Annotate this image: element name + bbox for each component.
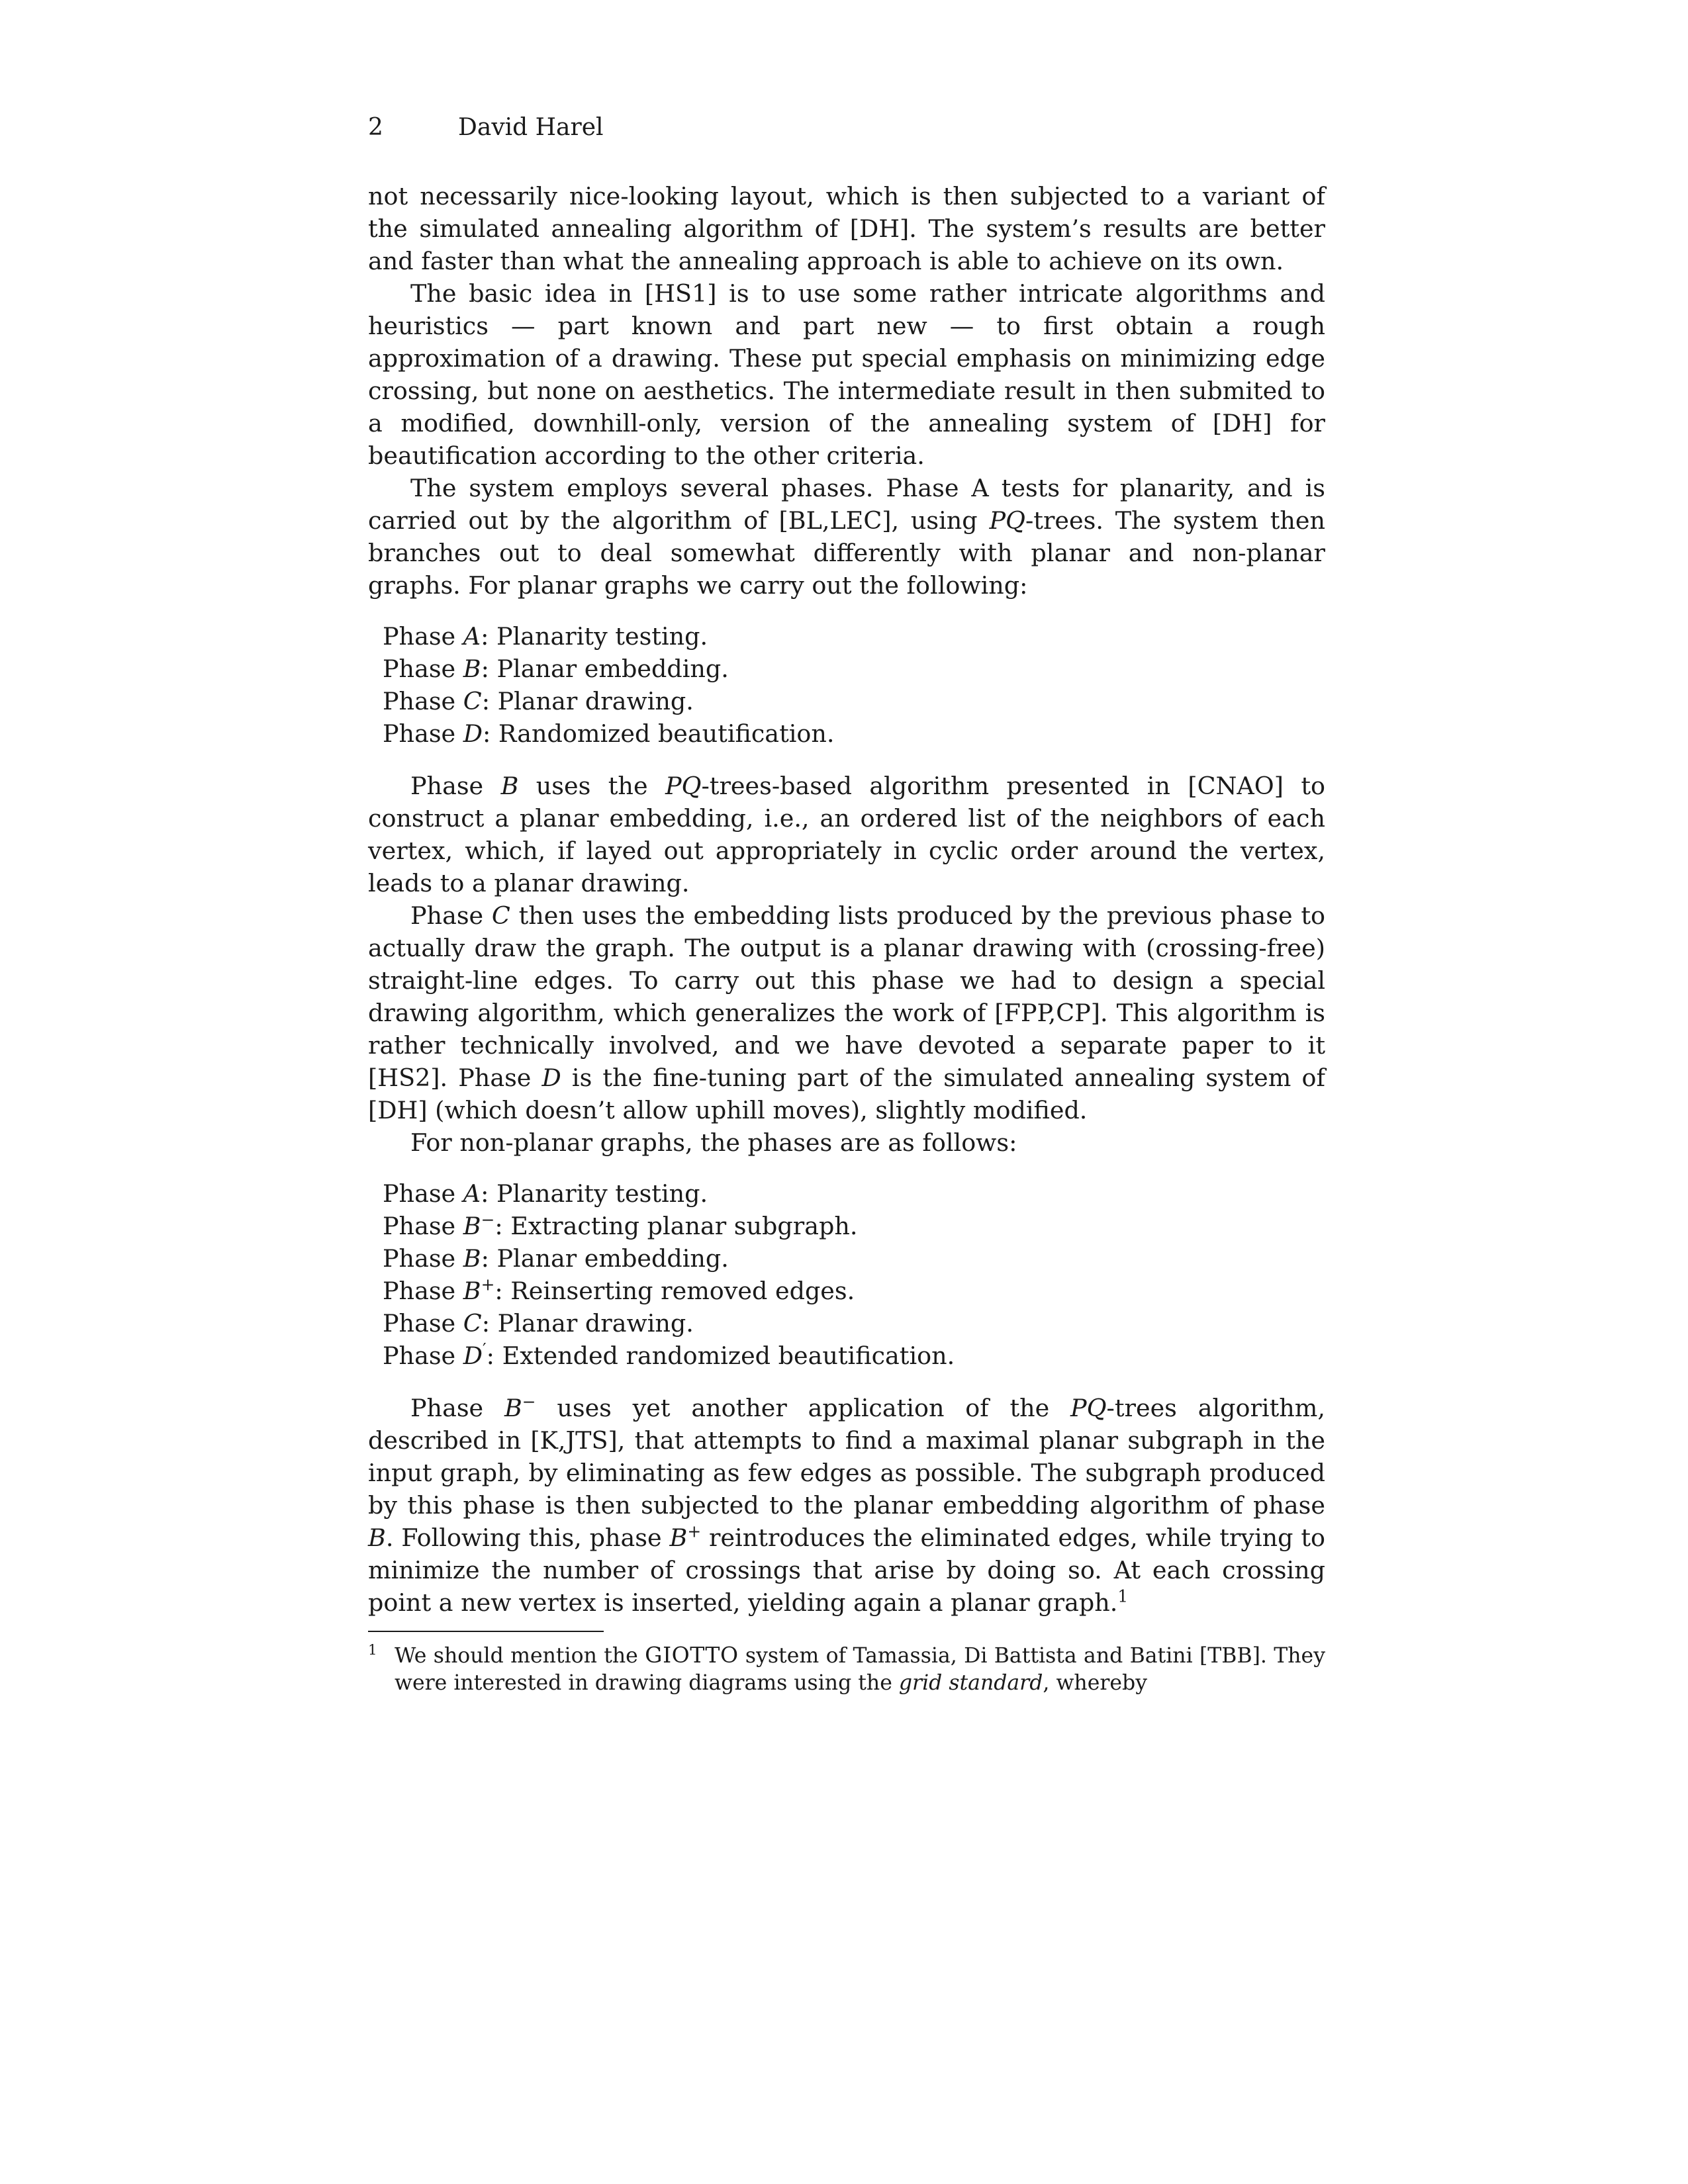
non-planar-phase-list: [383, 1177, 1325, 1372]
paragraph-4: Phase B uses the PQ-trees-based algorithm presented in [CNAO] to construct a planar embedding, i.e., an ordered list of the neighbors of each vertex, which, if layed out appropriately in cyclic order around the vertex, leads to a planar drawing.: [368, 772, 1325, 897]
paragraph-7: Phase B− uses yet another application of the PQ-trees algorithm, described in [K,JTS], that attempts to find a maximal planar subgraph in the input graph, by eliminating as few edges as possible. The subgraph produced by this phase is then subjected to the planar embedding algorithm of phase B. Following this, phase B+ reintroduces the eliminated edges, while trying to minimize the number of crossings that arise by doing so. At each crossing point a new vertex is inserted, yielding again a planar graph.$^1$: [368, 1392, 1326, 1617]
list-item: Phase A: Planarity testing.: [383, 1179, 708, 1208]
paragraph-1: not necessarily nice-looking layout, which is then subjected to a variant of the simulated annealing algorithm of [DH]. The system’s results are better and faster than what the annealing approach is able to achieve on its own.: [368, 182, 1325, 275]
paragraph-5: Phase C then uses the embedding lists produced by the previous phase to actually draw the graph. The output is a planar drawing with (crossing-free) straight-line edges. To carry out this phase we had to design a special drawing algorithm, which generalizes the work of [FPP,CP]. This algorithm is rather technically involved, and we have devoted a separate paper to it [HS2]. Phase D is the fine-tuning part of the simulated annealing system of [DH] (which doesn’t allow uphill moves), slightly modified.: [368, 901, 1326, 1124]
list-item: Phase B: Planar embedding.: [383, 1244, 729, 1273]
list-item: Phase C: Planar drawing.: [383, 687, 694, 715]
list-item: Phase B: Planar embedding.: [383, 655, 729, 683]
running-author: David Harel: [458, 114, 604, 141]
emphasis: grid standard: [898, 1671, 1043, 1695]
list-item: Phase A: Planarity testing.: [383, 622, 708, 651]
list-item: Phase C: Planar drawing.: [383, 1309, 694, 1338]
paragraph-2: The basic idea in [HS1] is to use some rather intricate algorithms and heuristics — part known and part new — to first obtain a rough approximation of a drawing. These put special emphasis on minimizing edge crossing, but none on aesthetics. The intermediate result in then submited to a modified, downhill-only, version of the annealing system of [DH] for beautification according to the other criteria.: [368, 279, 1325, 470]
system-name: GIOTTO: [645, 1642, 739, 1668]
paragraph-3: The system employs several phases. Phase A tests for planarity, and is carried out by the algorithm of [BL,LEC], using PQ-trees. The system then branches out to deal somewhat differently with planar and non-planar graphs. For planar graphs we carry out the following:: [368, 474, 1325, 600]
page-number: 2: [368, 114, 383, 141]
paragraph-6: For non-planar graphs, the phases are as follows:: [410, 1128, 1017, 1157]
list-item: Phase D: Randomized beautification.: [383, 719, 835, 748]
footnote-reference[interactable]: 1: [1117, 1586, 1129, 1606]
footnote-1: $^1$ We should mention the GIOTTO system of Tamassia, Di Battista and Batini [TBB]. They were interested in drawing diagrams using the grid standard, whereby: [368, 1642, 1325, 1695]
footnote-rule: [368, 1631, 604, 1632]
list-item: Phase B−: Extracting planar subgraph.: [383, 1210, 858, 1240]
footnote-mark: 1: [368, 1642, 377, 1659]
main-text: [368, 180, 1325, 1697]
planar-phase-list: [383, 620, 1325, 750]
list-item: Phase D′: Extended randomized beautification.: [383, 1340, 955, 1370]
list-item: Phase B+: Reinserting removed edges.: [383, 1275, 855, 1305]
running-header: [368, 114, 604, 141]
